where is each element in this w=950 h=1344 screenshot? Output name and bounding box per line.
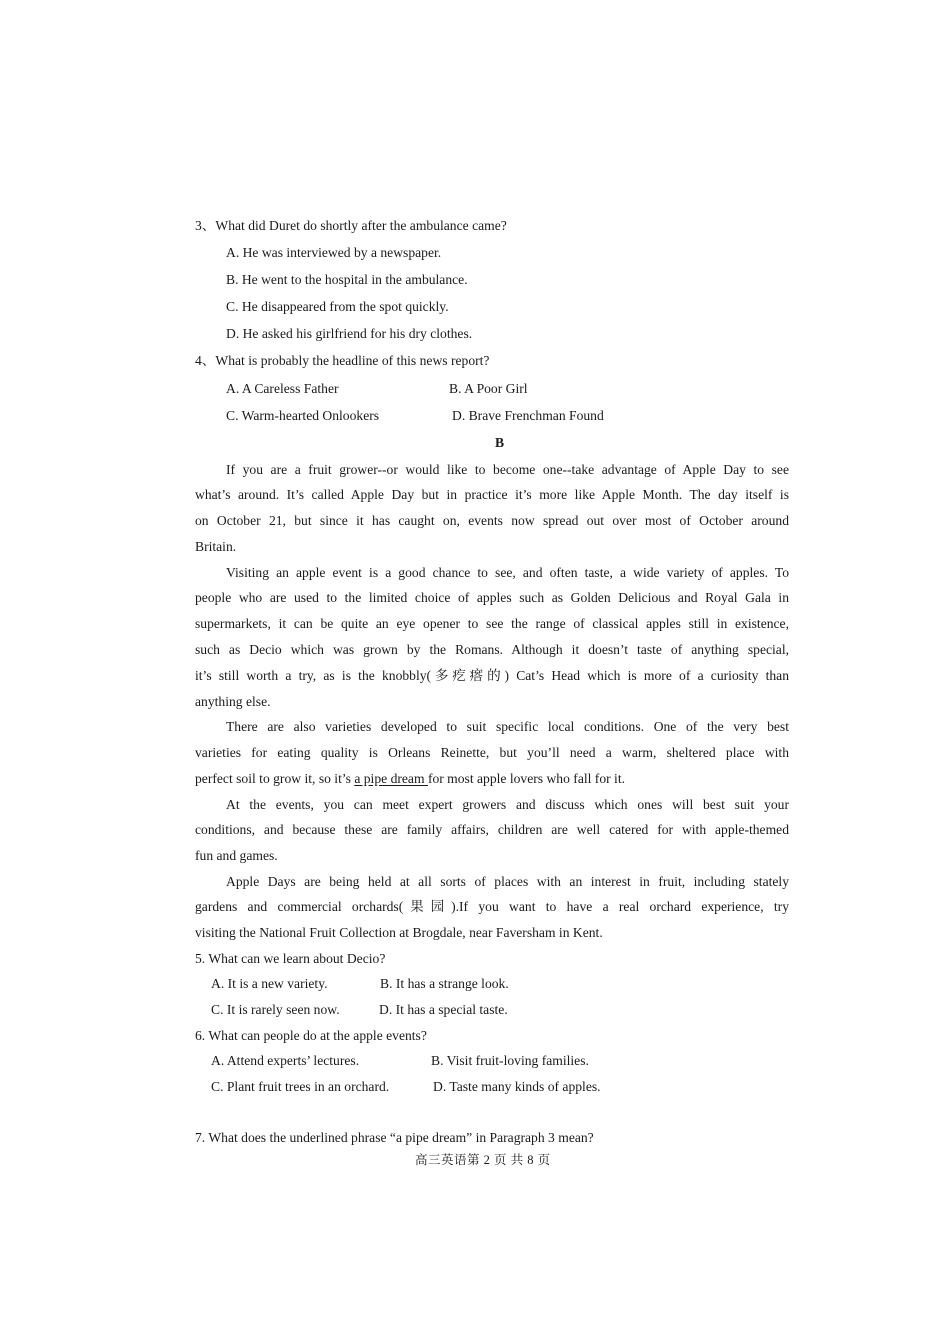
- question-4-option-c: C. Warm-hearted Onlookers: [226, 408, 380, 423]
- question-7-stem: 7. What does the underlined phrase “a pipe dream” in Paragraph 3 mean?: [195, 1130, 594, 1145]
- question-3-option-a: A. He was interviewed by a newspaper.: [226, 245, 442, 260]
- question-4-option-d: D. Brave Frenchman Found: [452, 408, 604, 423]
- question-6-option-b: B. Visit fruit-loving families.: [431, 1053, 589, 1068]
- paragraph-3-line-2: varieties for eating quality is Orleans Reinette, but you’ll need a warm, sheltered place with: [195, 745, 789, 760]
- paragraph-5-line-1: Apple Days are being held at all sorts of places with an interest in fruit, including stately: [226, 874, 789, 889]
- page-footer: 高三英语第 2 页 共 8 页: [415, 1153, 551, 1167]
- question-3-stem: 3、What did Duret do shortly after the ambulance came?: [195, 218, 507, 233]
- paragraph-3-line-1: There are also varieties developed to suit specific local conditions. One of the very best: [226, 719, 789, 734]
- paragraph-4-line-1: At the events, you can meet expert growers and discuss which ones will best suit your: [226, 797, 789, 812]
- question-6-option-d: D. Taste many kinds of apples.: [433, 1079, 601, 1094]
- section-heading: B: [495, 435, 505, 450]
- paragraph-2-line-4: such as Decio which was grown by the Romans. Although it doesn’t taste of anything special,: [195, 642, 789, 657]
- question-5-option-a: A. It is a new variety.: [211, 976, 328, 991]
- question-6-option-c: C. Plant fruit trees in an orchard.: [211, 1079, 390, 1094]
- paragraph-1-line-2: what’s around. It’s called Apple Day but in practice it’s more like Apple Month. The day itself is: [195, 487, 789, 502]
- question-3-option-d: D. He asked his girlfriend for his dry clothes.: [226, 326, 473, 341]
- question-5-stem: 5. What can we learn about Decio?: [195, 951, 386, 966]
- question-4-option-a: A. A Careless Father: [226, 381, 339, 396]
- question-4-option-b: B. A Poor Girl: [449, 381, 528, 396]
- paragraph-2-line-6: anything else.: [195, 694, 271, 709]
- question-5-option-d: D. It has a special taste.: [379, 1002, 508, 1017]
- question-4-stem: 4、What is probably the headline of this news report?: [195, 353, 490, 368]
- question-6-option-a: A. Attend experts’ lectures.: [211, 1053, 360, 1068]
- paragraph-2-line-5: it’s still worth a try, as is the knobbly(多疙瘩的) Cat’s Head which is more of a curiosity than: [195, 668, 789, 683]
- paragraph-4-line-2: conditions, and because these are family affairs, children are well catered for with apple-themed: [195, 822, 789, 837]
- paragraph-1-line-1: If you are a fruit grower--or would like to become one--take advantage of Apple Day to see: [226, 462, 789, 477]
- paragraph-5-line-3: visiting the National Fruit Collection at Brogdale, near Faversham in Kent.: [195, 925, 603, 940]
- paragraph-5-line-2: gardens and commercial orchards(果园).If you want to have a real orchard experience, try: [195, 899, 789, 914]
- paragraph-3-text-before: perfect soil to grow it, so it’s: [195, 771, 355, 786]
- question-5-option-c: C. It is rarely seen now.: [211, 1002, 340, 1017]
- paragraph-3-line-3: [195, 770, 625, 788]
- question-6-stem: 6. What can people do at the apple events?: [195, 1028, 427, 1043]
- paragraph-4-line-3: fun and games.: [195, 848, 278, 863]
- paragraph-2-line-3: supermarkets, it can be quite an eye opener to see the range of classical apples still in existence,: [195, 616, 789, 631]
- paragraph-1-line-3: on October 21, but since it has caught on, events now spread out over most of October around: [195, 513, 789, 528]
- paragraph-3-text-after: for most apple lovers who fall for it.: [427, 771, 626, 786]
- question-3-option-c: C. He disappeared from the spot quickly.: [226, 299, 449, 314]
- paragraph-1-line-4: Britain.: [195, 539, 237, 554]
- question-5-option-b: B. It has a strange look.: [380, 976, 509, 991]
- paragraph-2-line-1: Visiting an apple event is a good chance to see, and often taste, a wide variety of apples. To: [226, 565, 789, 580]
- paragraph-2-line-2: people who are used to the limited choice of apples such as Golden Delicious and Royal Gala in: [195, 590, 789, 605]
- question-3-option-b: B. He went to the hospital in the ambulance.: [226, 272, 468, 287]
- underlined-phrase: a pipe dream: [354, 771, 428, 786]
